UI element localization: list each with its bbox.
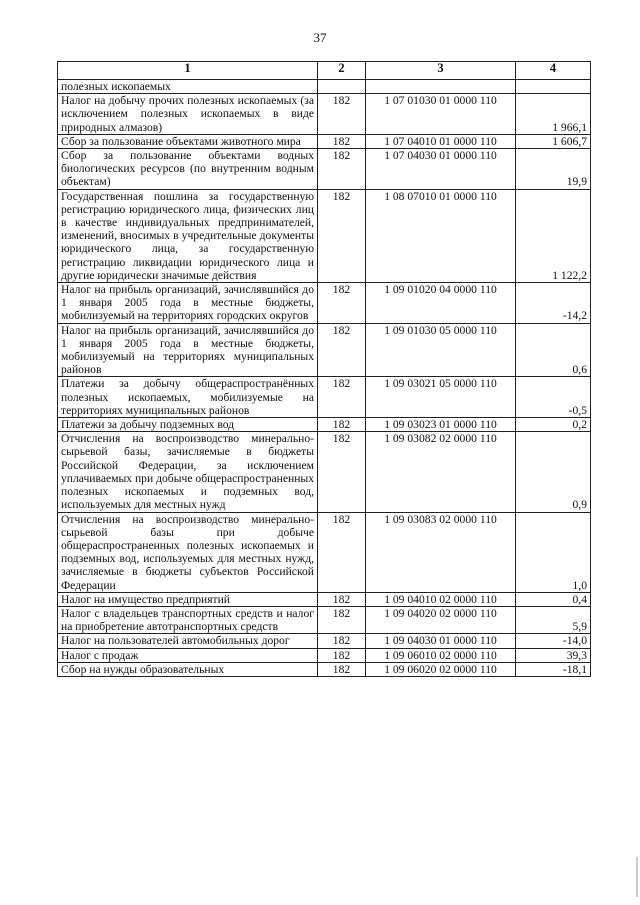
row-name: полезных ископаемых bbox=[58, 80, 318, 94]
row-sum bbox=[516, 80, 591, 94]
table-row bbox=[58, 149, 591, 190]
row-budget-code: 1 09 06010 02 0000 110 bbox=[366, 648, 516, 662]
table-row bbox=[58, 512, 591, 592]
row-budget-code: 1 09 04020 02 0000 110 bbox=[366, 606, 516, 633]
row-budget-code: 1 09 03083 02 0000 110 bbox=[366, 512, 516, 592]
table-row bbox=[58, 432, 591, 512]
row-sum: 1 122,2 bbox=[516, 189, 591, 282]
row-name: Платежи за добычу общераспространённых полезных ископаемых, мобилизуемые на территориях муниципальных районов bbox=[58, 377, 318, 418]
row-admin-code: 182 bbox=[318, 189, 366, 282]
row-name: Отчисления на воспроизводство минерально-сырьевой базы при добыче общераспространенных полезных ископаемых и подземных вод, используемых для местных нужд, зачисляемые в бюджеты субъектов Российской Федерации bbox=[58, 512, 318, 592]
row-budget-code: 1 07 01030 01 0000 110 bbox=[366, 94, 516, 135]
row-name: Отчисления на воспроизводство минерально-сырьевой базы, зачисляемые в бюджеты Российской Федерации, за исключением уплачиваемых при добыче общераспространенных полезных ископаемых и подземных вод, используемых для местных нужд bbox=[58, 432, 318, 512]
row-budget-code bbox=[366, 80, 516, 94]
row-admin-code: 182 bbox=[318, 512, 366, 592]
row-budget-code: 1 07 04010 01 0000 110 bbox=[366, 134, 516, 148]
row-name: Налог с владельцев транспортных средств и налог на приобретение автотранспортных средств bbox=[58, 606, 318, 633]
row-name: Налог на добычу прочих полезных ископаемых (за исключением полезных ископаемых в виде природных алмазов) bbox=[58, 94, 318, 135]
row-admin-code: 182 bbox=[318, 432, 366, 512]
row-budget-code: 1 09 03082 02 0000 110 bbox=[366, 432, 516, 512]
row-budget-code: 1 07 04030 01 0000 110 bbox=[366, 149, 516, 190]
row-sum: 0,4 bbox=[516, 592, 591, 606]
row-admin-code: 182 bbox=[318, 94, 366, 135]
table-row bbox=[58, 377, 591, 418]
row-sum: 1 606,7 bbox=[516, 134, 591, 148]
table-row bbox=[58, 189, 591, 282]
row-admin-code: 182 bbox=[318, 323, 366, 377]
column-header-3: 3 bbox=[366, 62, 516, 80]
row-sum: 5,9 bbox=[516, 606, 591, 633]
table-row bbox=[58, 283, 591, 324]
row-admin-code: 182 bbox=[318, 418, 366, 432]
row-budget-code: 1 09 04010 02 0000 110 bbox=[366, 592, 516, 606]
row-admin-code: 182 bbox=[318, 606, 366, 633]
row-budget-code: 1 09 03023 01 0000 110 bbox=[366, 418, 516, 432]
row-name: Налог с продаж bbox=[58, 648, 318, 662]
row-sum: 0,2 bbox=[516, 418, 591, 432]
row-admin-code: 182 bbox=[318, 377, 366, 418]
row-admin-code: 182 bbox=[318, 634, 366, 648]
table-row bbox=[58, 648, 591, 662]
row-sum: -0,5 bbox=[516, 377, 591, 418]
row-admin-code: 182 bbox=[318, 134, 366, 148]
scan-edge-mark bbox=[636, 857, 638, 897]
row-admin-code: 182 bbox=[318, 662, 366, 676]
row-name: Налог на прибыль организаций, зачислявшийся до 1 января 2005 года в местные бюджеты, мобилизуемый на территориях муниципальных районов bbox=[58, 323, 318, 377]
row-name: Государственная пошлина за государственную регистрацию юридического лица, физических лиц в качестве индивидуальных предпринимателей, изменений, вносимых в учредительные документы юридического лица, за государственную регистрацию ликвидации юридического лица и другие юридически значимые действия bbox=[58, 189, 318, 282]
column-header-4: 4 bbox=[516, 62, 591, 80]
row-name: Сбор на нужды образовательных bbox=[58, 662, 318, 676]
row-name: Сбор за пользование объектами животного мира bbox=[58, 134, 318, 148]
table-row bbox=[58, 134, 591, 148]
row-name: Налог на прибыль организаций, зачислявшийся до 1 января 2005 года в местные бюджеты, мобилизуемый на территориях городских округов bbox=[58, 283, 318, 324]
column-header-1: 1 bbox=[58, 62, 318, 80]
row-admin-code: 182 bbox=[318, 283, 366, 324]
row-sum: 39,3 bbox=[516, 648, 591, 662]
table-row bbox=[58, 606, 591, 633]
column-header-2: 2 bbox=[318, 62, 366, 80]
page-number: 37 bbox=[313, 30, 327, 45]
row-budget-code: 1 09 03021 05 0000 110 bbox=[366, 377, 516, 418]
row-admin-code bbox=[318, 80, 366, 94]
row-sum: -14,0 bbox=[516, 634, 591, 648]
row-admin-code: 182 bbox=[318, 592, 366, 606]
row-budget-code: 1 09 04030 01 0000 110 bbox=[366, 634, 516, 648]
row-sum: 1 966,1 bbox=[516, 94, 591, 135]
table-row bbox=[58, 418, 591, 432]
table-row bbox=[58, 323, 591, 377]
table-row bbox=[58, 94, 591, 135]
row-sum: -18,1 bbox=[516, 662, 591, 676]
table-header-row bbox=[58, 62, 591, 80]
row-name: Платежи за добычу подземных вод bbox=[58, 418, 318, 432]
row-admin-code: 182 bbox=[318, 149, 366, 190]
row-name: Налог на пользователей автомобильных дорог bbox=[58, 634, 318, 648]
revenue-table-container bbox=[57, 61, 590, 677]
row-sum: -14,2 bbox=[516, 283, 591, 324]
table-row bbox=[58, 662, 591, 676]
row-sum: 1,0 bbox=[516, 512, 591, 592]
row-name: Налог на имущество предприятий bbox=[58, 592, 318, 606]
row-budget-code: 1 08 07010 01 0000 110 bbox=[366, 189, 516, 282]
table-row bbox=[58, 80, 591, 94]
table-row bbox=[58, 592, 591, 606]
row-budget-code: 1 09 01020 04 0000 110 bbox=[366, 283, 516, 324]
revenue-table bbox=[57, 61, 591, 677]
row-budget-code: 1 09 06020 02 0000 110 bbox=[366, 662, 516, 676]
row-budget-code: 1 09 01030 05 0000 110 bbox=[366, 323, 516, 377]
row-admin-code: 182 bbox=[318, 648, 366, 662]
row-sum: 0,6 bbox=[516, 323, 591, 377]
row-sum: 0,9 bbox=[516, 432, 591, 512]
row-sum: 19,9 bbox=[516, 149, 591, 190]
row-name: Сбор за пользование объектами водных биологических ресурсов (по внутренним водным объектам) bbox=[58, 149, 318, 190]
table-row bbox=[58, 634, 591, 648]
